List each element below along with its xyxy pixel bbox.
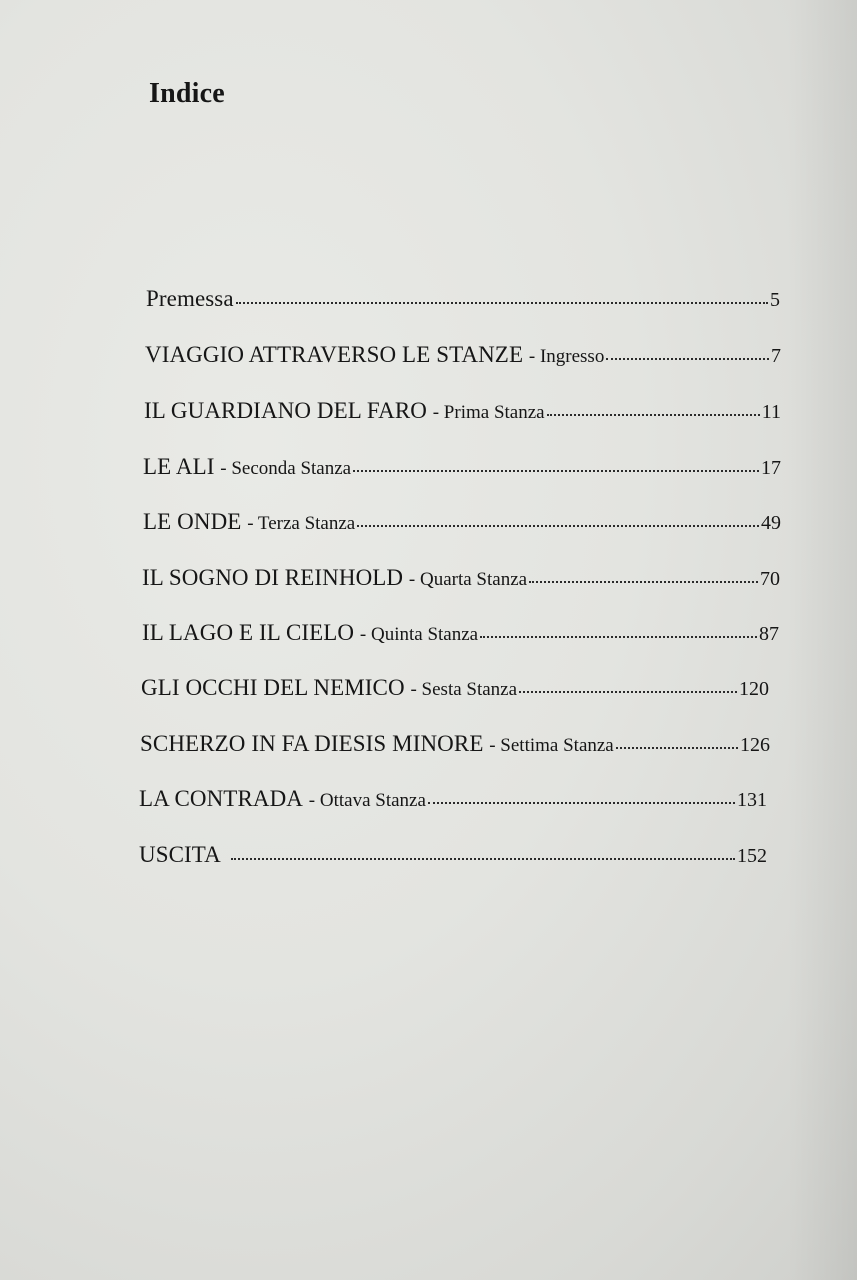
toc-entry-title: SCHERZO IN FA DIESIS MINORE — [140, 731, 484, 756]
toc-page-number: 131 — [737, 789, 767, 811]
toc-page-number: 5 — [770, 289, 780, 311]
toc-entry-title: LA CONTRADA — [139, 786, 304, 811]
toc-page-number: 70 — [760, 568, 780, 590]
toc-entry — [144, 396, 781, 426]
toc-entry-subtitle: - Quarta Stanza — [408, 569, 528, 590]
dot-leader — [616, 746, 738, 749]
toc-page-number: 126 — [740, 734, 770, 756]
toc-page-number: 7 — [771, 345, 781, 367]
dot-leader — [519, 690, 737, 693]
page-title: Indice — [149, 78, 225, 109]
toc-entry — [142, 563, 780, 593]
toc-entry-subtitle: - Seconda Stanza — [220, 458, 352, 479]
dot-leader — [606, 357, 769, 360]
dot-leader — [428, 801, 735, 804]
toc-entry — [146, 284, 780, 314]
toc-entry-title: GLI OCCHI DEL NEMICO — [141, 675, 405, 700]
toc-entry-subtitle: - Prima Stanza — [432, 402, 545, 423]
toc-entry — [145, 340, 781, 370]
toc-page-number: 17 — [761, 457, 781, 479]
toc-page-number: 49 — [761, 512, 781, 534]
dot-leader — [357, 524, 759, 527]
toc-entry — [143, 452, 781, 482]
dot-leader — [353, 469, 759, 472]
toc-page-number: 11 — [761, 401, 781, 423]
toc-page-number: 87 — [759, 623, 779, 645]
toc-entry-subtitle: - Ottava Stanza — [308, 790, 426, 811]
toc-entry-title: LE ONDE — [143, 509, 242, 534]
toc-entry — [139, 784, 767, 814]
toc-entry-subtitle: - Ingresso — [528, 346, 605, 367]
dot-leader — [529, 580, 758, 583]
toc-page-number: 120 — [739, 678, 769, 700]
dot-leader — [231, 857, 735, 860]
toc-entry — [142, 618, 779, 648]
toc-entry — [141, 673, 769, 703]
dot-leader — [236, 301, 768, 304]
toc-entry-title: IL GUARDIANO DEL FARO — [144, 398, 427, 423]
toc-entry — [140, 729, 770, 759]
toc-entry-title: LE ALI — [143, 454, 215, 479]
toc-page-number: 152 — [737, 845, 767, 867]
toc-entry-title: VIAGGIO ATTRAVERSO LE STANZE — [145, 342, 524, 367]
toc-entry-subtitle: - Settima Stanza — [489, 735, 614, 756]
toc-entry — [139, 840, 767, 870]
toc-entry-title: IL LAGO E IL CIELO — [142, 620, 355, 645]
toc-entry — [143, 507, 781, 537]
toc-entry-title: IL SOGNO DI REINHOLD — [142, 565, 404, 590]
toc-entry-title: USCITA — [139, 842, 221, 867]
toc-entry-subtitle: - Quinta Stanza — [359, 624, 479, 645]
dot-leader — [480, 635, 757, 638]
toc-entry-subtitle: - Terza Stanza — [247, 513, 356, 534]
toc-entry-subtitle: - Sesta Stanza — [410, 679, 518, 700]
dot-leader — [547, 413, 760, 416]
toc-entry-title: Premessa — [146, 286, 234, 311]
